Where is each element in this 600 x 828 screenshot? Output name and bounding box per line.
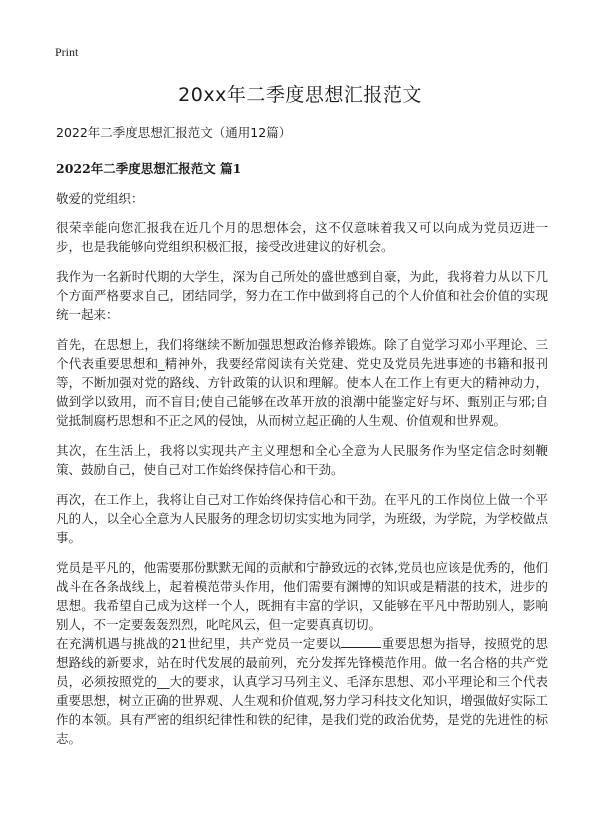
document-title: 20xx年二季度思想汇报范文 bbox=[178, 84, 422, 106]
paragraph-5: 再次，在工作上，我将让自己对工作始终保持信心和干劲。在平凡的工作岗位上做一个平凡的人，以全心全意为人民服务的理念切切实实地为同学，为班级，为学院，为学校做点事。 bbox=[56, 492, 548, 545]
paragraph-1: 很荣幸能向您汇报我在近几个月的思想体会，这不仅意味着我又可以向成为党员迈进一步，也是我能够向党组织积极汇报，接受改进建议的好机会。 bbox=[56, 220, 548, 254]
section-heading: 2022年二季度思想汇报范文 篇1 bbox=[56, 161, 242, 176]
paragraph-7-end: 重要思想为指导，按照党的思想路线的新要求，站在时代发展的最前列，充分发挥先锋模范作用。做一名合格的共产党员，必须按照党的__大的要求，认真学习马列主义、毛泽东思想、邓小平理论和三个代表重要思想，树立正确的世界观、人生观和价值观,努力学习科技文化知识，增强做好实际工作的本领。具有严密的组织纪律性和铁的纪律，是我们党的政治优势，是党的先进性的标志。 bbox=[56, 636, 548, 746]
paragraph-3: 首先，在思想上，我们将继续不断加强思想政治修养锻炼。除了自觉学习邓小平理论、三个代表重要思想和_精神外，我要经常阅读有关党建、党史及党员先进事迹的书籍和报刊等，不断加强对党的路线、方针政策的认识和理解。使本人在工作上有更大的精神动力，做到学以致用，而不盲目;使自己能够在改革开放的浪潮中能鉴定好与坏、甄别正与邪;自觉抵制腐朽思想和不正之风的侵蚀，从而树立起正确的人生观、价值观和世界观。 bbox=[56, 337, 548, 428]
paragraph-6: 党员是平凡的，他需要那份默默无闻的贡献和宁静致远的衣钵,党员也应该是优秀的，他们战斗在各条战线上，起着模范带头作用，他们需要有渊博的知识或是精湛的技术，进步的思想。我希望自己成为这样一个人，既拥有丰富的学识，又能够在平凡中帮助别人，影响别人，不一定要轰轰烈烈，叱咤风云，但一定要真真切切。 bbox=[56, 560, 548, 632]
blank-underline bbox=[341, 635, 381, 648]
greeting: 敬爱的党组织： bbox=[56, 191, 144, 206]
document-subtitle: 2022年二季度思想汇报范文（通用12篇） bbox=[56, 125, 292, 140]
document-body bbox=[56, 124, 548, 759]
paragraph-2: 我作为一名新时代期的大学生，深为自己所处的盛世感到自豪，为此，我将着力从以下几个方面严格要求自己，团结同学，努力在工作中做到将自己的个人价值和社会价值的实现统一起来： bbox=[56, 269, 548, 322]
paragraph-4: 其次，在生活上，我将以实现共产主义理想和全心全意为人民服务作为坚定信念时刻鞭策、鼓励自己，使自己对工作始终保持信心和干劲。 bbox=[56, 443, 548, 477]
paragraph-7-start: 在充满机遇与挑战的21世纪里，共产党员一定要以 bbox=[56, 636, 342, 651]
print-link[interactable]: Print bbox=[55, 45, 79, 59]
paragraph-7 bbox=[56, 634, 548, 748]
